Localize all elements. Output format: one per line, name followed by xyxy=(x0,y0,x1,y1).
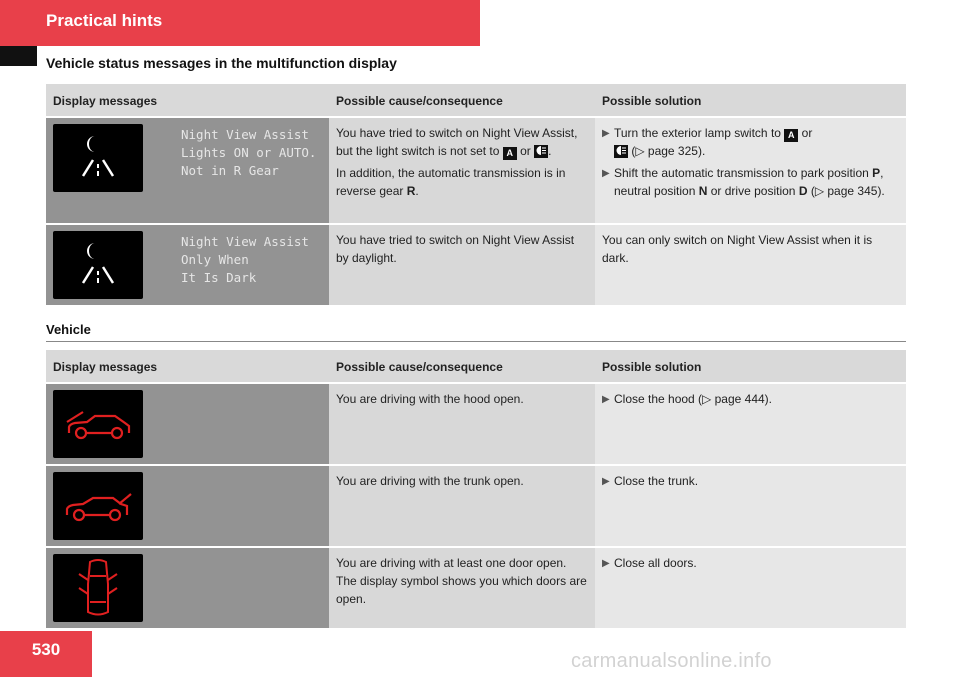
cause-text: . xyxy=(548,144,552,158)
vehicle-messages-table xyxy=(46,350,906,630)
gear-letter: D xyxy=(798,184,808,198)
cause-cell: You have tried to switch on Night View Assist by daylight. xyxy=(329,224,595,306)
page-number: 530 xyxy=(0,631,92,677)
solution-text: Turn the exterior lamp switch to xyxy=(614,126,781,140)
solution-text: or xyxy=(801,126,813,140)
auto-lamp-symbol-icon: A xyxy=(784,129,798,142)
night-view-icon xyxy=(53,124,143,192)
display-cell xyxy=(46,224,329,306)
cause-cell: You are driving with at least one door open. The display symbol shows you which doors are open. xyxy=(329,547,595,629)
arrow-bullet-icon: ▶ xyxy=(602,476,610,487)
subsection-title: Vehicle xyxy=(46,322,91,337)
col-header-display: Display messages xyxy=(46,350,329,383)
cause-text: In addition, the automatic transmission is in reverse gear xyxy=(336,166,566,198)
auto-lamp-symbol-icon: A xyxy=(503,147,517,160)
display-cell xyxy=(46,547,329,629)
low-beam-symbol-icon xyxy=(534,145,548,158)
solution-cell xyxy=(595,465,906,547)
table-row xyxy=(46,383,906,465)
cause-cell: You are driving with the trunk open. xyxy=(329,465,595,547)
car-hood-open-icon xyxy=(53,390,143,458)
arrow-bullet-icon: ▶ xyxy=(602,168,610,179)
night-view-icon xyxy=(53,231,143,299)
display-cell xyxy=(46,465,329,547)
page-reference[interactable]: (▷ page 325). xyxy=(631,144,706,158)
col-header-solution: Possible solution xyxy=(595,350,906,383)
solution-text: Close the hood (▷ page 444). xyxy=(614,392,772,406)
page-reference[interactable]: (▷ page 345). xyxy=(810,184,885,198)
gear-letter: R xyxy=(406,184,416,198)
cause-text: . xyxy=(415,184,419,198)
car-trunk-open-icon xyxy=(53,472,143,540)
solution-text: Close all doors. xyxy=(614,556,697,570)
arrow-bullet-icon: ▶ xyxy=(602,558,610,569)
solution-step xyxy=(602,164,899,200)
cause-text: You have tried to switch on Night View Assist, but the light switch is not set to xyxy=(336,126,578,158)
col-header-display: Display messages xyxy=(46,84,329,117)
solution-text: or drive position xyxy=(710,184,796,198)
solution-cell xyxy=(595,383,906,465)
subsection-divider xyxy=(46,341,906,342)
solution-step xyxy=(602,554,899,573)
table-row xyxy=(46,117,906,224)
solution-text: Shift the automatic transmission to park position xyxy=(614,166,869,180)
solution-text: , neutral position xyxy=(614,166,884,198)
section-tab-marker xyxy=(0,46,37,66)
solution-cell: You can only switch on Night View Assist when it is dark. xyxy=(595,224,906,306)
cause-cell: You are driving with the hood open. xyxy=(329,383,595,465)
cause-paragraph xyxy=(336,164,588,200)
col-header-cause: Possible cause/consequence xyxy=(329,350,595,383)
solution-cell xyxy=(595,547,906,629)
table-row xyxy=(46,465,906,547)
chapter-title: Practical hints xyxy=(46,11,163,30)
gear-letter: N xyxy=(698,184,708,198)
watermark: carmanualsonline.info xyxy=(571,650,772,672)
arrow-bullet-icon: ▶ xyxy=(602,394,610,405)
solution-text: Close the trunk. xyxy=(614,474,699,488)
cause-paragraph xyxy=(336,124,588,160)
table-header-row xyxy=(46,350,906,383)
col-header-cause: Possible cause/consequence xyxy=(329,84,595,117)
solution-cell xyxy=(595,117,906,224)
table-row xyxy=(46,547,906,629)
gear-letter: P xyxy=(872,166,881,180)
night-view-messages-table xyxy=(46,84,906,307)
section-title: Vehicle status messages in the multifunction display xyxy=(46,55,397,71)
low-beam-symbol-icon xyxy=(614,145,628,158)
cause-cell xyxy=(329,117,595,224)
solution-step xyxy=(602,390,899,409)
table-row xyxy=(46,224,906,306)
solution-step xyxy=(602,124,899,160)
display-cell xyxy=(46,117,329,224)
car-doors-open-icon xyxy=(53,554,143,622)
table-header-row xyxy=(46,84,906,117)
cause-text: or xyxy=(520,144,531,158)
arrow-bullet-icon: ▶ xyxy=(602,128,610,139)
display-message-text: Night View Assist Lights ON or AUTO. Not in R Gear xyxy=(181,127,317,178)
display-message-text: Night View Assist Only When It Is Dark xyxy=(181,234,309,285)
solution-step xyxy=(602,472,899,491)
col-header-solution: Possible solution xyxy=(595,84,906,117)
display-cell xyxy=(46,383,329,465)
